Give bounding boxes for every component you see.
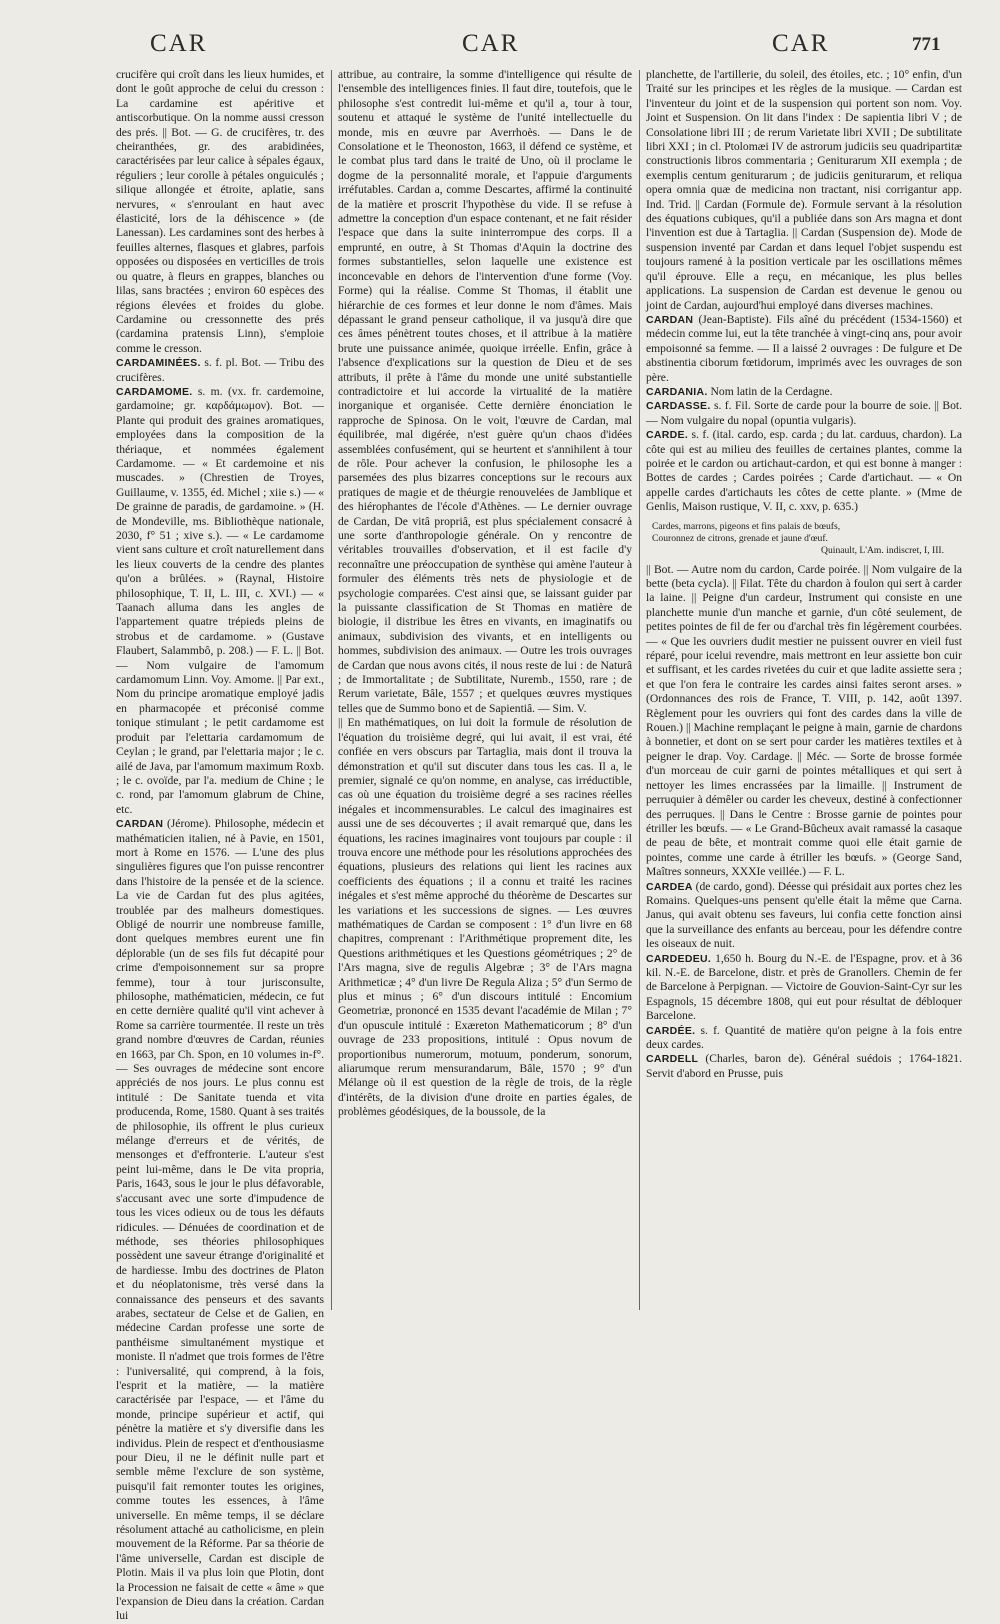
running-head-center: CAR (462, 30, 520, 57)
verse-line: Cardes, marrons, pigeons et fins palais de bœufs, (652, 520, 841, 532)
entry-text: planchette, de l'artillerie, du soleil, des étoiles, etc. ; 10° enfin, d'un Traité sur les principes et les règles de la musique. — Cardan est l'inventeur du joint et de la suspension qui portent son nom. Voy. Joint et Suspension. On lit dans l'index : De sapientia libri V ; de Consolatione libri III ; de rerum Varietate libri XVII ; De subtilitate libri XXI ; in cl. Ptolomæi IV de astrorum judiciis seu quadripartitæ constructionis libros commentaria ; Geniturarum XII exempla ; de exemplis centum geniturarum ; de judiciis geniturarum, et reliqua opera omnia quæ de medicina non tractant, nisi corrigantur app. Ind. Trid. || Cardan (Formule de). Formule servant à la résolution des équations cubiques, qu'il a publiée dans son Ars magna et dont l'invention est due à Tartaglia. || Cardan (Suspension de). Mode de suspension inventé par Cardan et dans lequel l'objet suspendu est toujours ramené à la position verticale par les oscillations mêmes qu'il éprouve. Elle a reçu, en mécanique, les plus belles applications. La suspension de Cardan est devenue le genou ou joint de Cardan, aujourd'hui employé dans diverses machines. (646, 68, 962, 312)
entry-headword: CARDELL (646, 1053, 699, 1066)
dictionary-entry (646, 399, 962, 428)
entry-text: (de cardo, gond). Déesse qui présidait aux portes chez les Romains. Quelques-uns pensent qu'elle était la même que Carna. Janus, qui avait obtenu ses faveurs, lui confia cette fonction ainsi que la surveillance des enfants au berceau, pour les défendre contre les oiseaux de nuit. (646, 879, 962, 951)
entry-text: s. f. Fil. Sorte de carde pour la bourre de soie. || Bot. — Nom vulgaire du nopal (opuntia vulgaris). (646, 399, 963, 427)
entry-headword: CARDAMOME. (116, 385, 193, 398)
column-divider (639, 70, 640, 1310)
dictionary-entry (646, 952, 962, 1024)
entry-text: s. f. Quantité de matière qu'on peigne à la fois entre deux cardes. (646, 1023, 963, 1051)
entry-headword: CARDANIA. (646, 385, 708, 398)
column-2 (338, 68, 632, 1334)
entry-text: || Bot. — Autre nom du cardon, Carde poirée. || Nom vulgaire de la bette (beta cycla). || Filat. Tête du chardon à foulon qui sert à carder la laine. || Peigne d'un cardeur, Instrument qui consiste en une planchette munie d'un manche et garnie, d'un côté seulement, de petites pointes de fil de fer ou d'archal très fin légèrement courbées. — « Que les ouvriers dudit mestier ne puissent ouvrer en vieil fust réparé, pour icelui revendre, mais mettront en leur assiette bon cuir et suffisant, et les cardes rivetées du cuir et que ladite assiette sera ; et que l'on fera le contraire les cardes ainsi faites seront arses. » (Ordonnances des rois de France, T. VIII, p. 142, août 1397. Règlement pour les ouvriers qui font des cardes dans la ville de Rouen.) || Machine remplaçant le peigne à main, garnie de chardons à bonnetier, et dont on se sert pour carder les matières textiles et à peigner le drap. Voy. Cardage. || Méc. — Sorte de brosse formée d'un morceau de cuir garni de pointes métalliques et qui sert à nettoyer les limes encrassées par la limaille. || Instrument de perruquier à démêler ou carder les cheveux, destiné à confectionner des perruques. || Dans le Centre : Brosse garnie de pointes pour étriller les bœufs. — « Le Grand-Bûcheux avait ramassé la casaque de peau de bête, et montrait comme quoi elle était garnie de pointes, comme une carde à étriller les bœufs. » (George Sand, Maîtres sonneurs, XXXIe veillée.) — F. L. (646, 562, 962, 879)
running-head (0, 30, 1000, 60)
verse-quotation (646, 521, 962, 557)
entry-headword: CARDEDEU. (646, 952, 712, 965)
entry-text: 1,650 h. Bourg du N.-E. de l'Espagne, prov. et à 36 kil. N.-E. de Barcelone, distr. et près de Granollers. Chemin de fer de Barcelone à Perpignan. — Victoire de Gouvion-Saint-Cyr sur les Espagnols, 15 décembre 1808, qui eut pour résultat de débloquer Barcelone. (646, 951, 962, 1023)
verse-source: Quinault, L'Am. indiscret, I, III. (821, 544, 944, 556)
entry-headword: CARDE. (646, 429, 689, 442)
column-1 (116, 68, 324, 1623)
dictionary-entry (646, 313, 962, 385)
verse-line: Couronnez de citrons, grenade et jaune d'œuf. (652, 532, 828, 544)
entry-headword: CARDAMINÉES. (116, 357, 201, 370)
dictionary-entry (646, 1024, 962, 1053)
entry-text: (Charles, baron de). Général suédois ; 1764-1821. Servit d'abord en Prusse, puis (646, 1052, 962, 1080)
entry-headword: CARDEA (646, 880, 693, 893)
entry-text: (Jérome). Philosophe, médecin et mathématicien italien, né à Pavie, en 1501, mort à Rome en 1576. — L'une des plus singulières figures que l'on puisse rencontrer dans l'histoire de la pensée et de la science. La vie de Cardan fut des plus agitées, troublée par des malheurs domestiques. Obligé de nourrir une nombreuse famille, dont quelques membres eurent une fin déplorable (un de ses fils fut décapité pour crime d'empoisonnement sur sa propre femme), tour à tour jurisconsulte, philosophe, mathématicien, médecin, ce fut en cette dernière qualité qu'il vint achever à Rome sa carrière tourmentée. Il reste un très grand nombre d'œuvres de Cardan, réunies en 1663, par Ch. Spon, en 10 volumes in-f°. — Ses ouvrages de médecine sont encore appréciés de nos jours. Le plus connu est intitulé : De Sanitate tuenda et vita producenda, Rome, 1580. Quant à ses traités de philosophie, ils offrent le plus curieux mélange d'erreurs et de vérités, de mensonges et d'effronterie. L'auteur s'est peint lui-même, dans le De vita propria, Paris, 1643, sous le jour le plus défavorable, s'accusant avec une sorte d'impudence de tous les vices odieux ou de tous les défauts ridicules. — Dénuées de coordination et de méthode, ses théories philosophiques possèdent une saveur étrange d'originalité et de hardiesse. Imbu des doctrines de Platon et du néoplatonisme, très versé dans la connaissance des penseurs et des savants arabes, sectateur de Celse et de Galien, en médecine Cardan professe une sorte de panthéisme simultanément mystique et moniste. Il n'admet que trois formes de l'être : l'universalité, qui comprend, à la fois, l'esprit et la matière, — la matière caractérisée par l'espace, — et l'âme du monde, principe supérieur et actif, qui pénètre la matière et s'y diversifie dans les individus. Plein de respect et d'enthousiasme pour Dieu, il ne le définit nulle part et semble même l'exclure de son système, puisqu'il fait remonter toutes les origines, comme toutes les essences, à l'âme universelle. En même temps, il se déclare résolument attaché au catholicisme, en plein mouvement de la Réforme. Par sa théorie de l'âme universelle, Cardan est disciple de Plotin. Mais il va plus loin que Plotin, dont la Procession ne faisait de cette « âme » que l'expansion de Dieu dans la création. Cardan lui (116, 817, 324, 1623)
dictionary-entry (646, 385, 962, 399)
entry-text: (Jean-Baptiste). Fils aîné du précédent (1534-1560) et médecin comme lui, eut la tête tranchée à vingt-cinq ans, pour avoir empoisonné sa femme. — Il a laissé 2 ouvrages : De fulgure et De abstinentia ciborum fœtidorum, imprimés avec les ouvrages de son père. (646, 312, 962, 384)
entry-continuation (338, 68, 632, 716)
entry-headword: CARDAN (646, 313, 694, 326)
entry-text: crucifère qui croît dans les lieux humides, et dont le goût approche de celui du cresson : La cardamine est apéritive et antiscorbutique. On la nomme aussi cresson des prés. || Bot. — G. de crucifères, tr. des cheiranthées, gr. des arabidinées, caractérisées par leur calice à sépales égaux, réguliers ; leur corolle à pétales onguiculés ; silique allongée et étroite, aplatie, sans nervures, « s'enroulant en haut avec élasticité, lors de la déhiscence » (de Lanessan). Les cardamines sont des herbes à feuilles alternes, flasques et glabres, parfois opposées ou disposées en verticilles de trois ou quatre, à fleurs en grappes, blanches ou lilas, sans bractées ; environ 60 espèces des régions élevées et froides du globe. Cardamine ou cressonnette des prés (cardamina pratensis Linn), s'emploie comme le cresson. (116, 68, 324, 355)
entry-headword: CARDÉE. (646, 1024, 696, 1037)
entry-continuation (116, 68, 324, 356)
dictionary-entry (116, 356, 324, 385)
entry-continuation (646, 563, 962, 880)
running-head-right: CAR (772, 30, 830, 57)
dictionary-entry (646, 880, 962, 952)
dictionary-entry (116, 385, 324, 817)
dictionary-entry (646, 1052, 962, 1081)
entry-text: s. f. pl. Bot. — Tribu des crucifères. (116, 356, 324, 384)
entry-headword: CARDASSE. (646, 400, 711, 413)
dictionary-entry (646, 428, 962, 514)
entry-text: Nom latin de la Cerdagne. (710, 384, 833, 398)
entry-text: s. m. (vx. fr. cardemoine, gardamoine; gr. καρδάμωμον). Bot. — Plante qui produit des graines aromatiques, employées dans la composition de la thériaque, et nommées également Cardamome. — « Et cardemoine et nis muscades. » (Chrestien de Troyes, Guillaume, v. 1355, éd. Michel ; xiie s.) — « De grainne de paradis, de gardamoine. » (H. de Mondeville, ms. Bibliothèque nationale, 2030, f° 51 ; xive s.). — « Le cardamome vient sans culture et croît naturellement dans les lieux couverts de la cendre des plantes qu'on a brûlées. » (Raynal, Histoire philosophique, T. II, L. III, c. XVI.) — « Taanach alluma dans les angles de l'appartement quatre trépieds pleins de strobus et de cardamome. » (Gustave Flaubert, Salammbô, p. 208.) — F. L. || Bot. — Nom vulgaire de l'amomum cardamomum Linn. Voy. Amome. || Par ext., Nom du principe aromatique employé jadis en pharmacopée et préconisé comme tonique stimulant ; le petit cardamome est produit par l'elettaria cardamomum de Ceylan ; le grand, par l'elettaria major ; le c. ailé de Java, par l'amomum maximum Roxb. ; le c. ovoïde, par l'a. medium de Chine ; le c. rond, par l'amomum glabrum de Chine, etc. (116, 384, 324, 816)
entry-headword: CARDAN (116, 818, 164, 831)
column-divider (331, 70, 332, 1310)
entry-text: attribue, au contraire, la somme d'intelligence qui résulte de l'ensemble des intelligences finies. Il faut dire, toutefois, que le philosophe s'est contredit lui-même et qu'il a, tour à tour, soutenu et attaqué le système de l'unité intellectuelle du monde, mis en œuvre par Averrhoès. — Dans le de Consolatione et le Theonoston, 1663, il défend ce système, et le combat plus tard dans le traité de Uno, où il proclame le dogme de la personnalité morale, et l'appuie d'arguments irréfutables. Cardan a, comme Descartes, affirmé la continuité de la matière et proscrit l'hypothèse du vide. Il se refuse à admettre la conception d'un espace contenant, et ne fait résider l'espace que dans la suite ininterrompue des corps. Il a emprunté, en outre, à St Thomas d'Aquin la doctrine des formes substantielles, selon laquelle une existence est inconcevable en dehors de l'intervention d'une forme (Voy. Forme) qui la réalise. Comme St Thomas, il établit une hiérarchie de ces formes et leur donne le nom d'âmes. Mais dépassant le grand penseur catholique, il va jusqu'à dire que ces âmes pénètrent toutes choses, et il attribue à la matière brute une puissance animée, quoique irréelle. Enfin, grâce à l'absence d'explications sur la question de Dieu et de ses attributs, il prête à l'âme du monde une unité substantielle contradictoire et lui accorde la virtualité de la matière inorganique et organisée. Cette dernière énonciation le rapproche de Spinosa. On le voit, l'œuvre de Cardan, mal équilibrée, mal digérée, n'est guère qu'un chaos d'idées assemblées confusément, qui se heurtent et s'annihilent à tour de rôle. Pour achever la confusion, le philosophe les a parsemées des plus bizarres conceptions sur le recours aux pratiques de magie et de théurgie renouvelées de Jamblique et des hiérophantes de l'école d'Athènes. — Le dernier ouvrage de Cardan, De vitâ propriâ, est plus spécialement consacré à une sorte d'anthropologie générale. On y rencontre de véritables trouvailles d'observation, et il est facile d'y reconnaître une préoccupation de synthèse qui amène l'auteur à formuler des éléments très nets de physiologie et de psychologie comparées. C'est ainsi que, se laissant guider par la puissante classification de St Thomas en matière de biologie, il distribue les êtres en vivants, en imaginatifs ou animaux, subdivision des vivants, et en intelligents ou hommes, subdivision des animaux. — Outre les trois ouvrages de Cardan que nous avons cités, il nous reste de lui : de Naturâ ; de Immortalitate ; de Subtilitate, Nuremb., 1550, rare ; de Rerum varietate, Bâle, 1557 ; et quelques œuvres mystiques telles que de Summo bono et de Sapientiâ. — Sim. V. (338, 68, 632, 715)
entry-continuation (646, 68, 962, 313)
column-3 (646, 68, 962, 1334)
page-number: 771 (912, 34, 941, 55)
entry-text: || En mathématiques, on lui doit la formule de résolution de l'équation du troisième degré, qui lui avait, il est vrai, été confiée en vers obscurs par Tartaglia, mais dont il trouva la démonstration et qu'il sut discuter dans tous les cas. Il a, le premier, signalé ce qu'on nomme, en analyse, cas irréductible, cas où une équation du troisième degré a ses racines réelles inégales et incommensurables. Le calcul des imaginaires est aussi une de ses découvertes ; il avait remarqué que, dans les équations, les racines imaginaires vont toujours par couple : il trouva encore une méthode pour les résolutions approchées des équations, plusieurs des relations qui lient les racines aux coefficients des équations ; il a connu et traité les racines inégales et s'est même approché du théorème de Descartes sur les variations et les successions de signes. — Les œuvres mathématiques de Cardan se composent : 1° d'un livre en 68 chapitres, comprenant : l'Arithmétique proprement dite, les Questions arithmétiques et les Questions géométriques ; 2° de l'Ars magna, sive de regulis Algebræ ; 3° de l'Ars magna Arithmeticæ ; 4° d'un livre De Regula Aliza ; 5° d'un Sermo de plus et minus ; 6° d'un discours intitulé : Encomium Geometriæ, prononcé en 1535 devant l'académie de Milan ; 7° d'un opuscule intitulé : Exæreton Mathematicorum ; 8° d'un ouvrage de 233 propositions, intitulé : Opus novum de proportionibus numerorum, motuum, ponderum, sonorum, aliarumque rerum mensurandarum, Bâle, 1570 ; 9° d'un Mélange où il est question de la règle de trois, de la règle d'intérêts, de la division d'une droite en parties égales, de problèmes géodésiques, de la boussole, de la (338, 716, 632, 1119)
entry-continuation (338, 716, 632, 1119)
running-head-left: CAR (150, 30, 208, 57)
entry-text: s. f. (ital. cardo, esp. carda ; du lat. carduus, chardon). La côte qui est au milieu des feuilles de certaines plantes, comme la poirée et le cardon ou artichaut-cardon, et qui est bonne à manger : Bottes de cardes ; Cardes poirées ; Carde d'artichaut. — « On appelle cardes d'artichauts les côtes de cette plante. » (Mme de Genlis, Maison rustique, V. II, c. xxv, p. 635.) (646, 428, 963, 514)
dictionary-entry (116, 817, 324, 1624)
